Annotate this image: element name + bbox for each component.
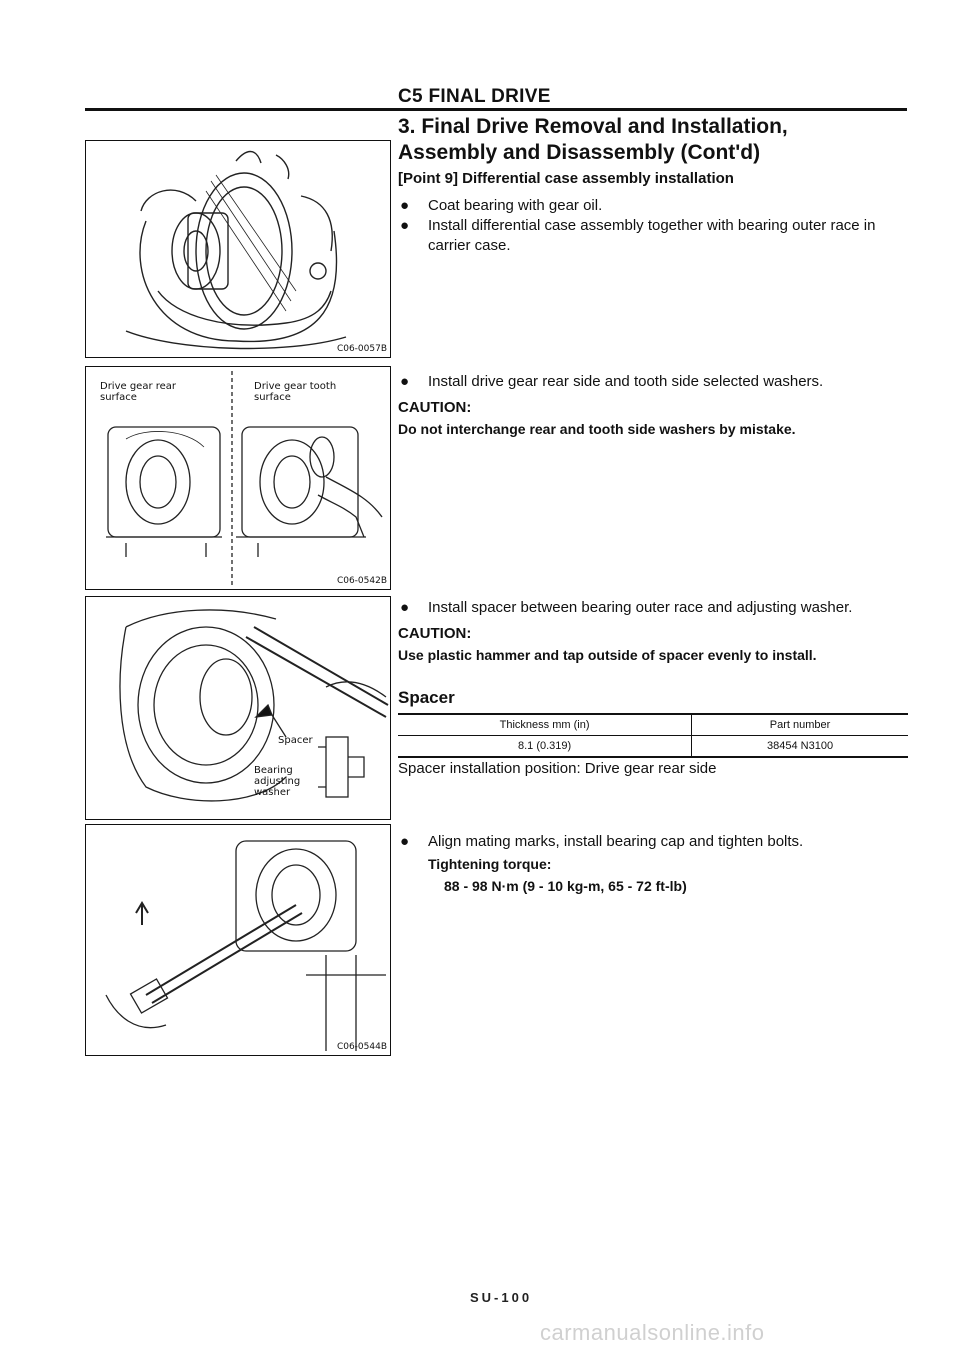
label-drive-gear-tooth-surface: Drive gear tooth surface (254, 381, 337, 403)
spacer-table-title: Spacer (398, 688, 455, 707)
title-rule (85, 108, 907, 111)
step-washers (398, 372, 913, 439)
bullet-icon: ● (400, 217, 410, 234)
label-drive-gear-rear-surface: Drive gear rear surface (100, 381, 177, 403)
bullet-icon: ● (400, 599, 410, 616)
list-item (398, 832, 913, 896)
list-item-text: Install differential case assembly together with bearing outer race in carrier case. (428, 217, 876, 254)
bullet-icon: ● (400, 197, 410, 214)
figure-code: C06-0544B (336, 1042, 387, 1052)
point-title: [Point 9] Differential case assembly installation (398, 170, 734, 187)
column-header-part-number: Part number (769, 719, 831, 731)
figure-spacer-install (85, 596, 391, 820)
heading-line-2: Assembly and Disassembly (Cont'd) (398, 141, 761, 164)
caution-label: CAUTION: (398, 625, 472, 642)
figure-code: C06-0542B (336, 576, 387, 586)
diff-case-illustration (86, 141, 390, 357)
figure-diff-case (85, 140, 391, 358)
list-item (398, 598, 913, 618)
label-bearing-adjusting-washer: Bearing adjusting washer (254, 765, 301, 798)
figure-washer-surfaces (85, 366, 391, 590)
spacer-position-note: Spacer installation position: Drive gear rear side (398, 760, 717, 777)
list-item-text: Coat bearing with gear oil. (428, 197, 603, 214)
step-group-1 (398, 196, 913, 256)
table-row (398, 736, 908, 758)
bullet-icon: ● (400, 833, 410, 850)
column-header-thickness: Thickness mm (in) (398, 714, 692, 736)
spacer-install-illustration (86, 597, 390, 819)
cell-part-number: 38454 N3100 (767, 740, 834, 752)
tighten-bolts-illustration (86, 825, 390, 1055)
list-item (398, 216, 913, 256)
page-footer: SU-100 (470, 1290, 533, 1305)
step-spacer (398, 598, 913, 665)
caution-text: Do not interchange rear and tooth side washers by mistake. (398, 421, 796, 437)
bullet-icon: ● (400, 373, 410, 390)
torque-value: 88 - 98 N·m (9 - 10 kg-m, 65 - 72 ft-lb) (444, 878, 687, 894)
table-header-row (398, 714, 908, 736)
label-spacer: Spacer (278, 735, 313, 746)
list-item-text: Install drive gear rear side and tooth side selected washers. (428, 373, 824, 390)
figure-tighten-bolts (85, 824, 391, 1056)
section-title: C5 FINAL DRIVE (398, 86, 551, 107)
spacer-spec-table (398, 713, 908, 758)
watermark: carmanualsonline.info (540, 1320, 765, 1345)
page-heading (398, 114, 918, 166)
list-item-text: Install spacer between bearing outer race and adjusting washer. (428, 599, 853, 616)
torque-label: Tightening torque: (428, 856, 552, 872)
list-item (398, 196, 913, 216)
cell-thickness: 8.1 (0.319) (398, 736, 692, 758)
figure-code: C06-0057B (336, 344, 387, 354)
list-item (398, 372, 913, 392)
caution-label: CAUTION: (398, 399, 472, 416)
list-item-text: Align mating marks, install bearing cap and tighten bolts. (428, 833, 804, 850)
caution-text: Use plastic hammer and tap outside of spacer evenly to install. (398, 647, 817, 663)
heading-line-1: 3. Final Drive Removal and Installation, (398, 115, 788, 138)
step-bearing-cap (398, 832, 913, 896)
